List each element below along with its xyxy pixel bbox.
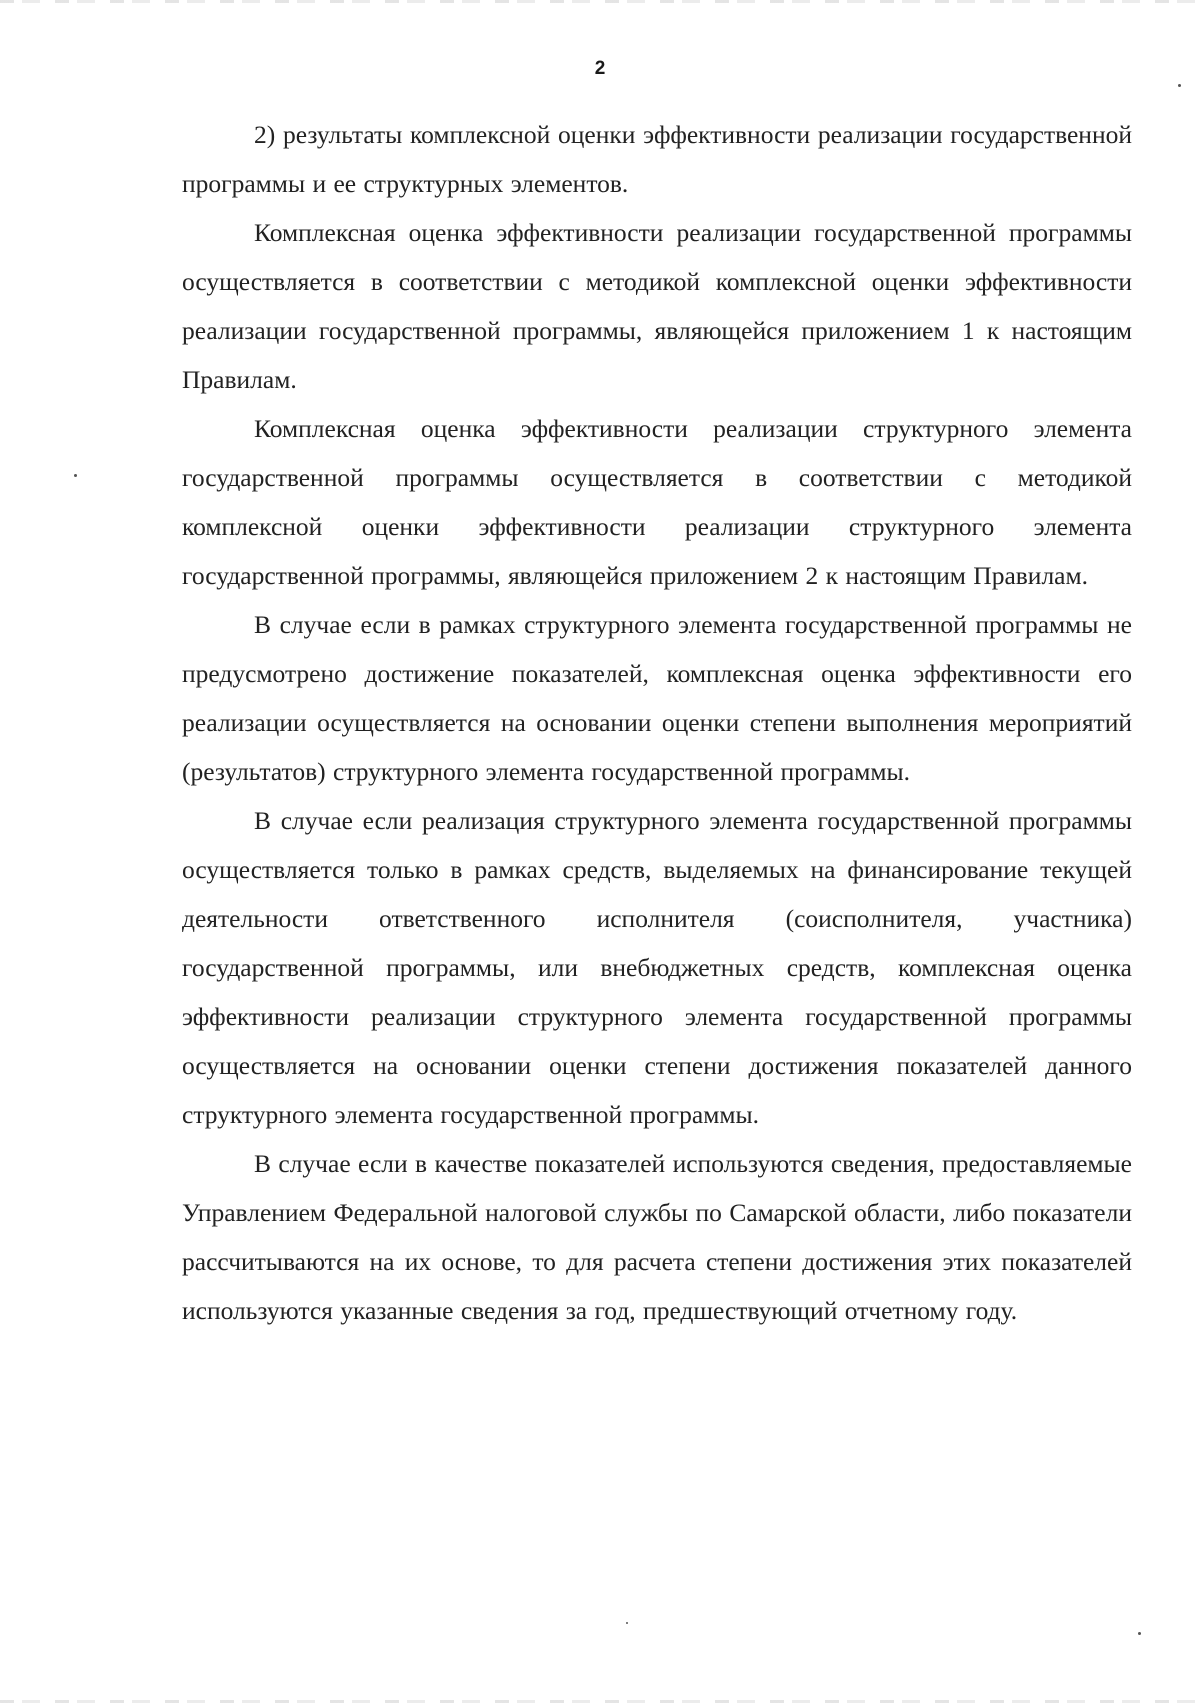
scan-edge-bottom — [0, 1700, 1200, 1703]
paragraph: 2) результаты комплексной оценки эффективности реализации государственной программы и ее структурных элементов. — [182, 120, 1132, 198]
scan-speck — [626, 1622, 628, 1624]
page-number: 2 — [594, 58, 606, 79]
scan-edge-top — [0, 0, 1200, 3]
paragraph: В случае если в качестве показателей используются сведения, предоставляемые Управлением Федеральной налоговой службы по Самарской области, либо показатели рассчитываются на их основе, то для расчета степени достижения этих показателей используются указанные сведения за год, предшествующий отчетному году. — [182, 1149, 1132, 1325]
paragraph: Комплексная оценка эффективности реализации структурного элемента государственной программы осуществляется в соответствии с методикой комплексной оценки эффективности реализации структурного элемента государственной программы, являющейся приложением 2 к настоящим Правилам. — [182, 414, 1132, 590]
scan-speck — [1178, 84, 1181, 87]
scan-speck — [74, 474, 77, 477]
paragraph: В случае если в рамках структурного элемента государственной программы не предусмотрено достижение показателей, комплексная оценка эффективности его реализации осуществляется на основании оценки степени выполнения мероприятий (результатов) структурного элемента государственной программы. — [182, 610, 1132, 786]
paragraph: В случае если реализация структурного элемента государственной программы осуществляется только в рамках средств, выделяемых на финансирование текущей деятельности ответственного исполнителя (соисполнителя, участника) государственной программы, или внебюджетных средств, комплексная оценка эффективности реализации структурного элемента государственной программы осуществляется на основании оценки степени достижения показателей данного структурного элемента государственной программы. — [182, 806, 1132, 1129]
paragraph: Комплексная оценка эффективности реализации государственной программы осуществляется в соответствии с методикой комплексной оценки эффективности реализации государственной программы, являющейся приложением 1 к настоящим Правилам. — [182, 218, 1132, 394]
scan-speck — [1138, 1632, 1141, 1635]
document-body — [182, 110, 1132, 1335]
